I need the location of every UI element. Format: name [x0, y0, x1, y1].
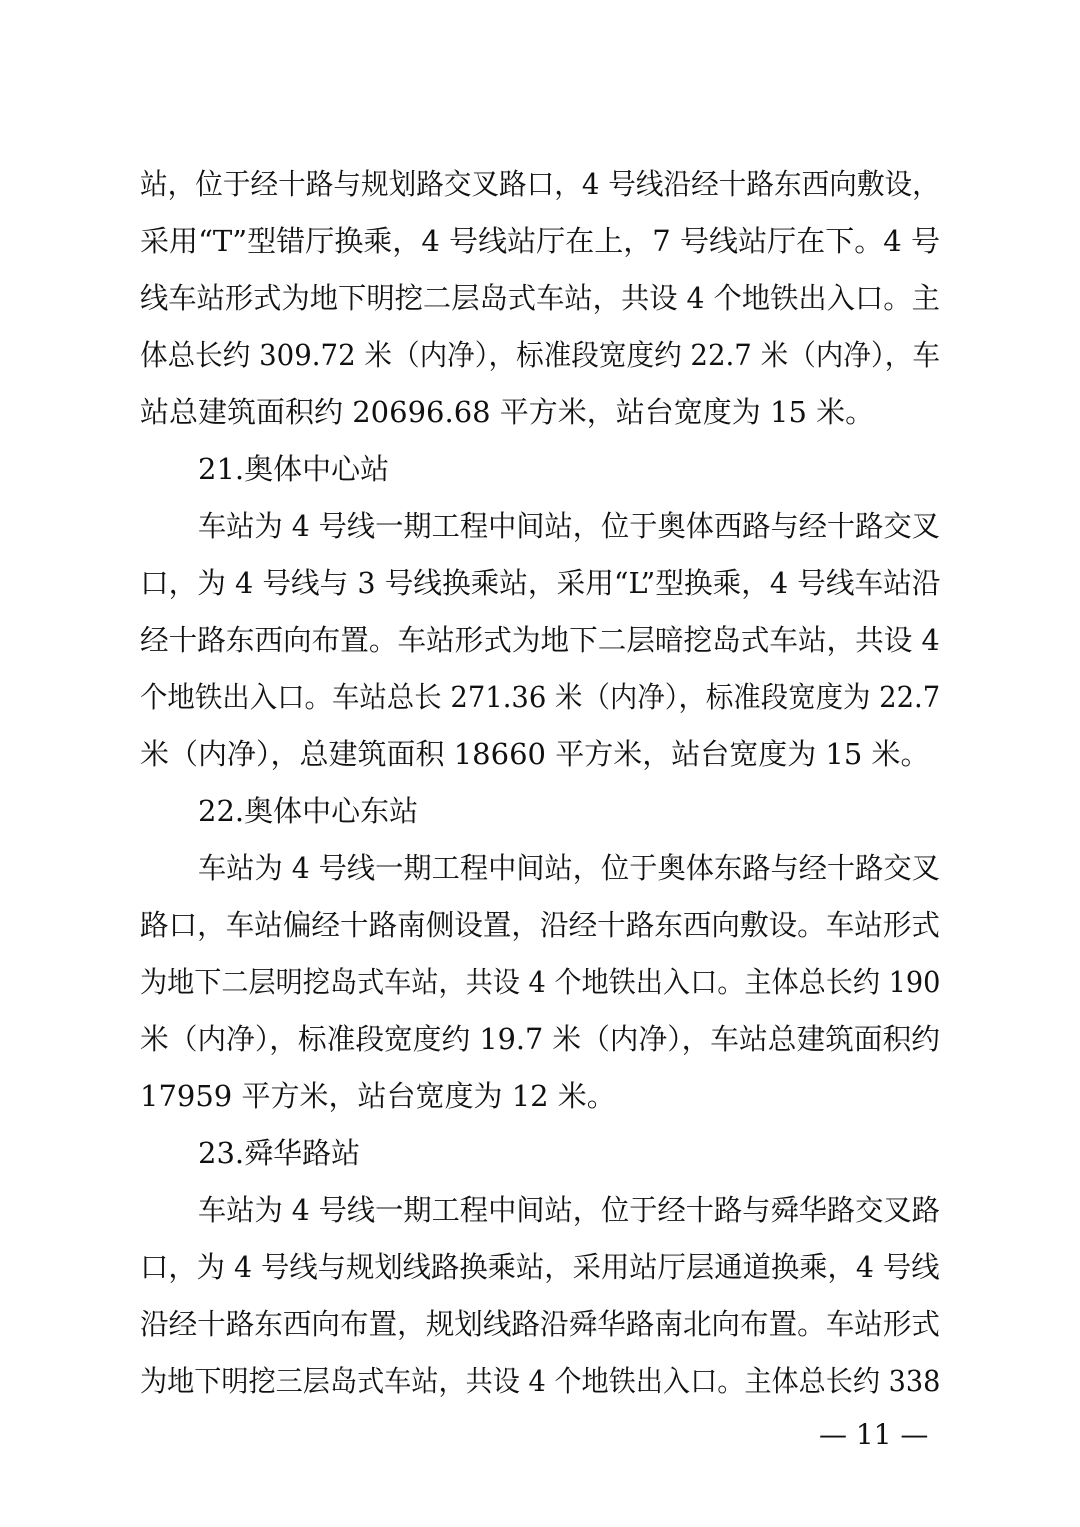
text-line: 车站为 4 号线一期工程中间站，位于奥体东路与经十路交叉 [198, 851, 940, 885]
text-line: 为地下二层明挖岛式车站，共设 4 个地铁出入口。主体总长约 190 [140, 965, 941, 999]
text-line: 站，位于经十路与规划路交叉路口，4 号线沿经十路东西向敷设， [140, 167, 940, 201]
text-line: 路口，车站偏经十路南侧设置，沿经十路东西向敷设。车站形式 [140, 908, 941, 942]
text-line: 站总建筑面积约 20696.68 平方米，站台宽度为 15 米。 [140, 395, 875, 429]
text-line: 个地铁出入口。车站总长 271.36 米（内净），标准段宽度为 22.7 [140, 680, 941, 714]
text-line: 经十路东西向布置。车站形式为地下二层暗挖岛式车站，共设 4 [140, 623, 940, 657]
text-line: 采用“T”型错厅换乘，4 号线站厅在上，7 号线站厅在下。4 号 [140, 224, 941, 258]
text-line: 口，为 4 号线与 3 号线换乘站，采用“L”型换乘，4 号线车站沿 [140, 566, 941, 600]
section-heading: 22.奥体中心东站 [198, 794, 419, 828]
text-line: 车站为 4 号线一期工程中间站，位于奥体西路与经十路交叉 [198, 509, 940, 543]
text-line: 米（内净），标准段宽度约 19.7 米（内净），车站总建筑面积约 [140, 1022, 941, 1056]
text-line: 沿经十路东西向布置，规划线路沿舜华路南北向布置。车站形式 [140, 1307, 941, 1341]
text-line: 为地下明挖三层岛式车站，共设 4 个地铁出入口。主体总长约 338 [140, 1364, 941, 1398]
text-line: 17959 平方米，站台宽度为 12 米。 [140, 1079, 616, 1113]
section-heading: 23.舜华路站 [198, 1136, 361, 1170]
text-line: 车站为 4 号线一期工程中间站，位于经十路与舜华路交叉路 [198, 1193, 940, 1227]
text-line: 线车站形式为地下明挖二层岛式车站，共设 4 个地铁出入口。主 [140, 281, 940, 315]
section-heading: 21.奥体中心站 [198, 452, 390, 486]
text-line: 体总长约 309.72 米（内净），标准段宽度约 22.7 米（内净），车 [140, 338, 940, 372]
text-line: 口，为 4 号线与规划线路换乘站，采用站厅层通道换乘，4 号线 [140, 1250, 940, 1284]
text-line: 米（内净），总建筑面积 18660 平方米，站台宽度为 15 米。 [140, 737, 930, 771]
page-number: — 11 — [819, 1418, 929, 1451]
